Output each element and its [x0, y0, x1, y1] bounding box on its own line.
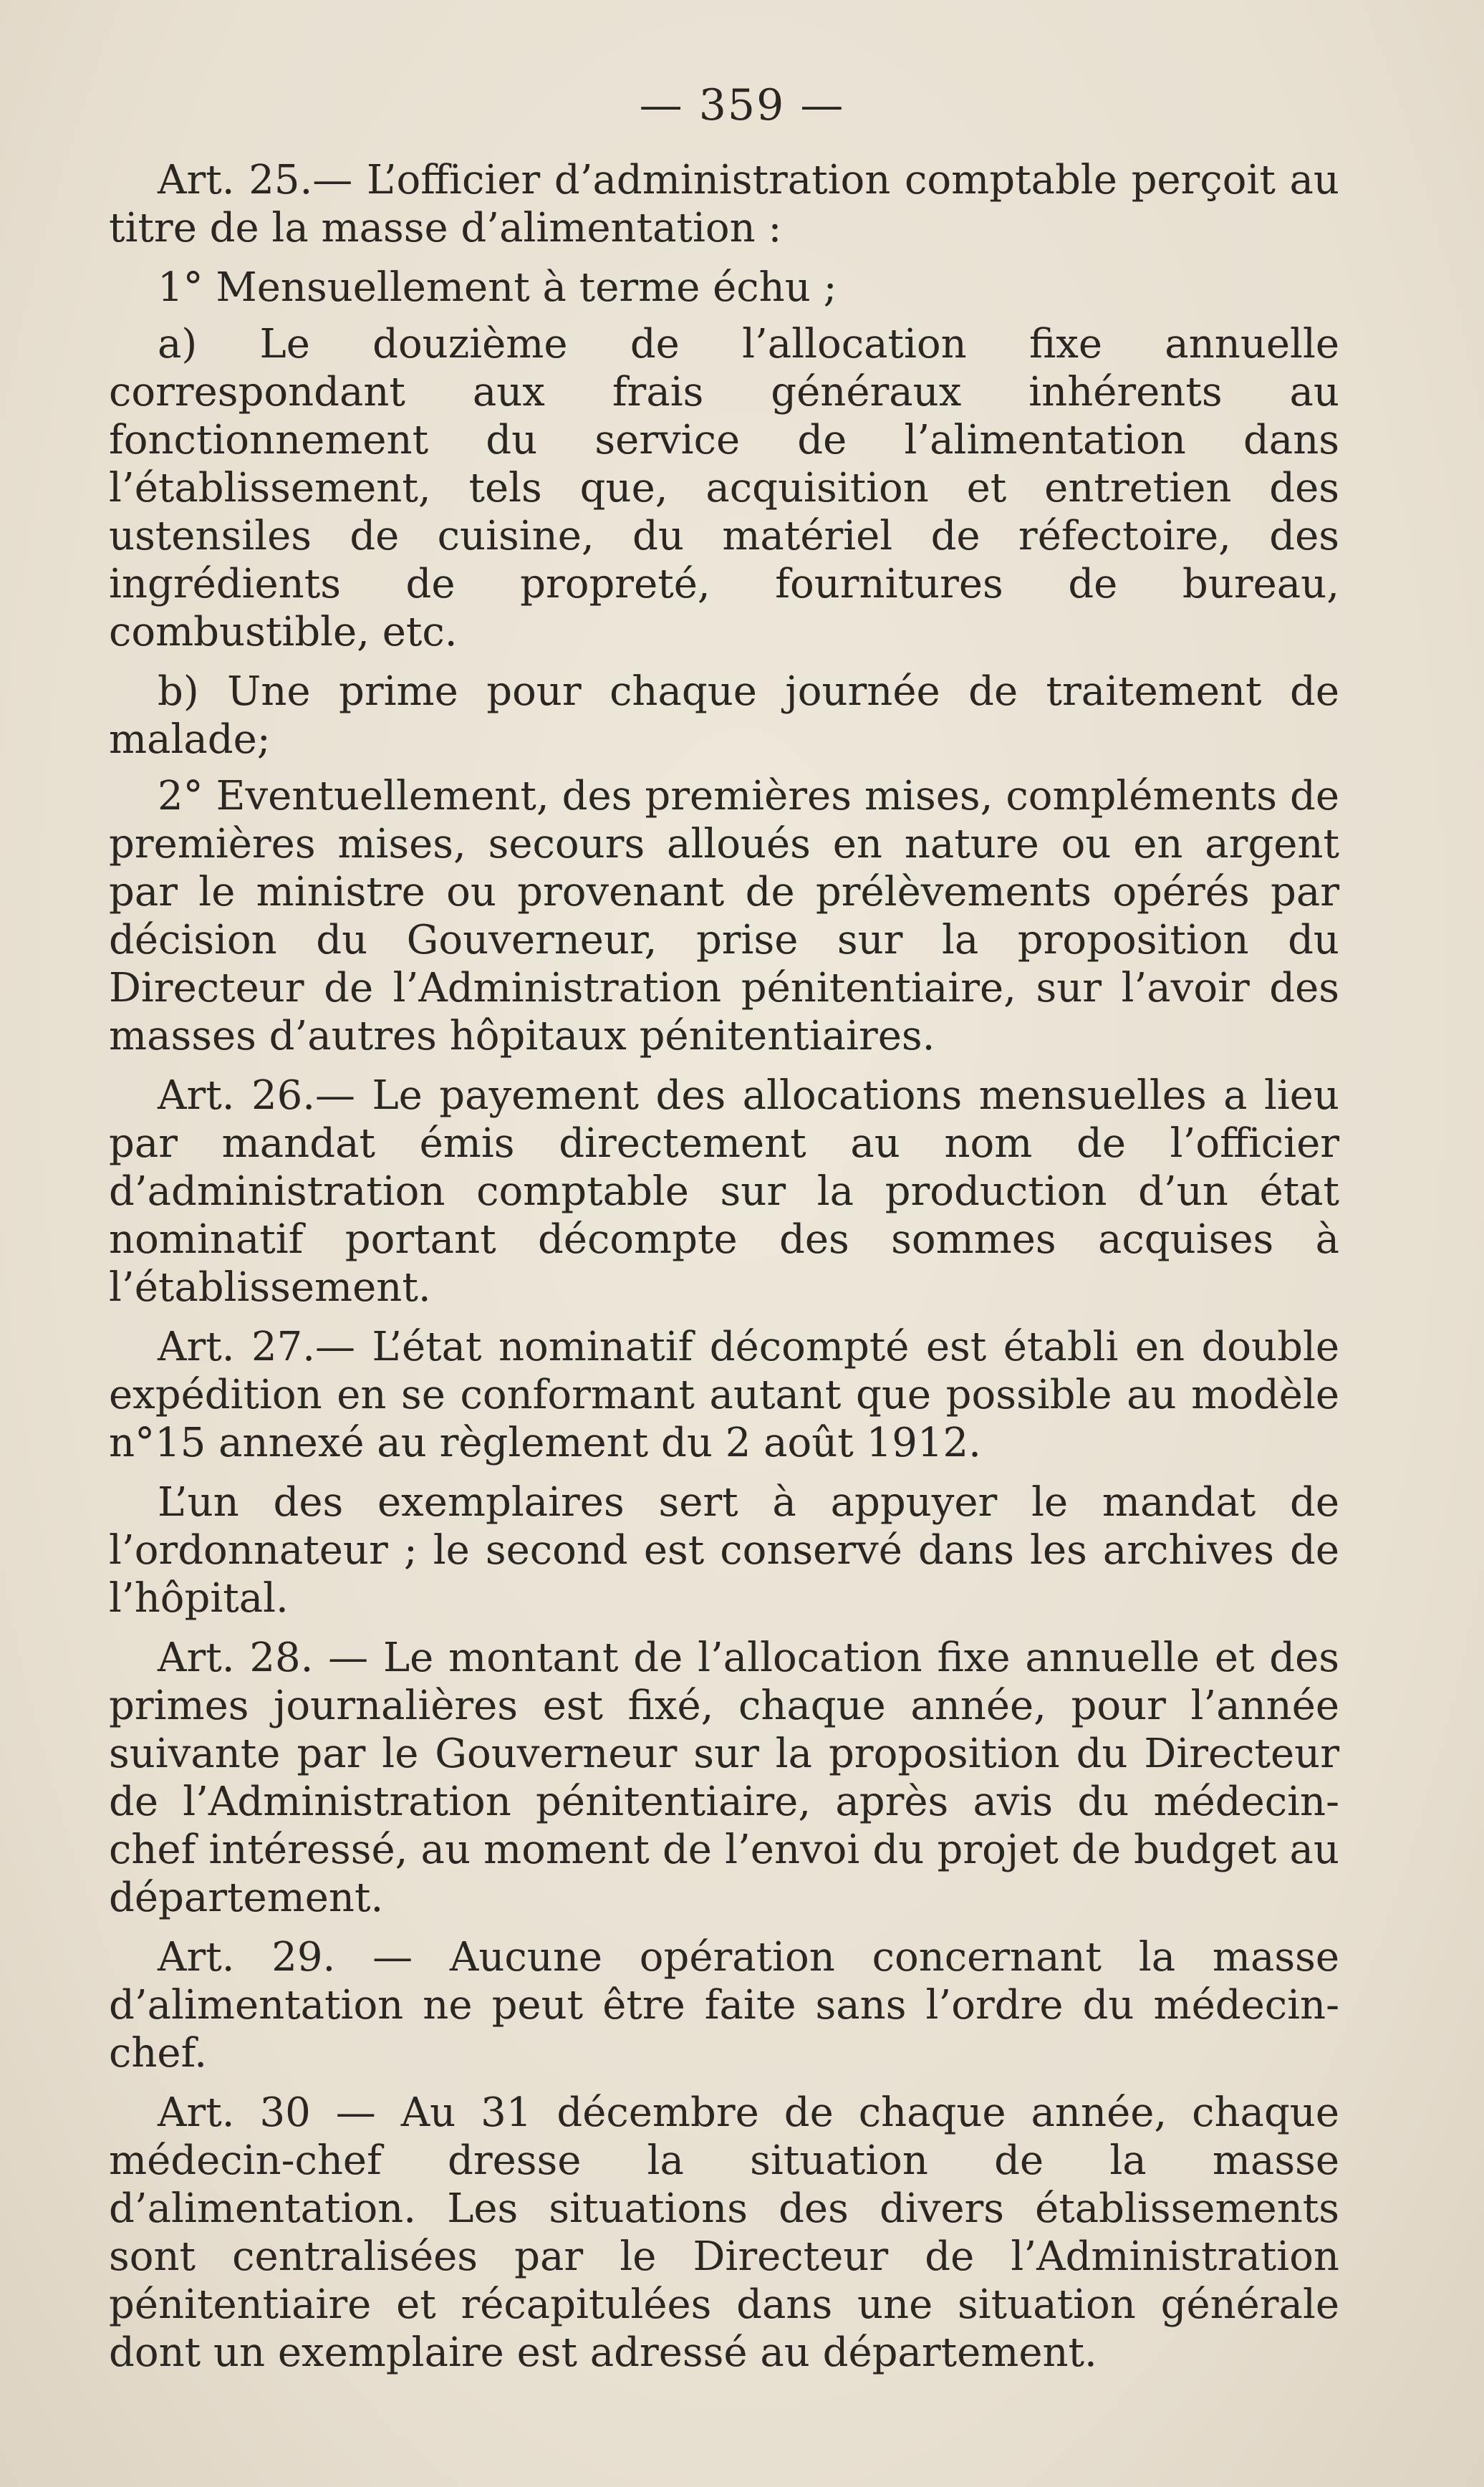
paragraph-item-b: b) Une prime pour chaque journée de traitement de malade; — [109, 668, 1339, 763]
paragraph-item-2: 2° Eventuellement, des premières mises, compléments de premières mises, secours alloués en nature ou en argent par le ministre ou provenant de prélèvements opérés par décision du Gouverneur, prise sur la proposition du Directeur de l’Administration pénitentiaire, sur l’avoir des masses d’autres hôpitaux pénitentiaires. — [109, 773, 1339, 1059]
paragraph-art-27-continued: L’un des exemplaires sert à appuyer le mandat de l’ordonnateur ; le second est conservé dans les archives de l’hôpital. — [109, 1479, 1339, 1622]
paragraph-art-29: Art. 29. — Aucune opération concernant la masse d’alimentation ne peut être faite sans l’ordre du médecin-chef. — [109, 1934, 1339, 2077]
page-number: — 359 — — [639, 80, 845, 130]
paragraph-art-25: Art. 25.— L’officier d’administration comptable perçoit au titre de la masse d’alimentation : — [109, 157, 1339, 251]
paragraph-item-a: a) Le douzième de l’allocation fixe annuelle correspondant aux frais généraux inhérents au fonctionnement du service de l’alimentation dans l’établissement, tels que, acquisition et entretien des ustensiles de cuisine, du matériel de réfectoire, des ingrédients de propreté, fournitures de bureau, combustible, etc. — [109, 321, 1339, 655]
paragraph-art-28: Art. 28. — Le montant de l’allocation fixe annuelle et des primes journalières est fixé, chaque année, pour l’année suivante par le Gouverneur sur la proposition du Directeur de l’Administration pénitentiaire, après avis du médecin-chef intéressé, au moment de l’envoi du projet de budget au département. — [109, 1635, 1339, 1921]
paragraph-item-1: 1° Mensuellement à terme échu ; — [158, 264, 837, 311]
paragraph-art-30: Art. 30 — Au 31 décembre de chaque année, chaque médecin-chef dresse la situation de la masse d’alimentation. Les situations des divers établissements sont centralisées par le Directeur de l’Administration pénitentiaire et récapitulées dans une situation générale dont un exemplaire est adressé au département. — [109, 2089, 1339, 2376]
paragraph-art-26: Art. 26.— Le payement des allocations mensuelles a lieu par mandat émis directement au nom de l’officier d’administration comptable sur la production d’un état nominatif portant décompte des sommes acquises à l’établissement. — [109, 1072, 1339, 1311]
body-text — [109, 156, 1339, 2388]
paragraph-art-27: Art. 27.— L’état nominatif décompté est établi en double expédition en se conformant autant que possible au modèle n°15 annexé au règlement du 2 août 1912. — [109, 1324, 1339, 1466]
